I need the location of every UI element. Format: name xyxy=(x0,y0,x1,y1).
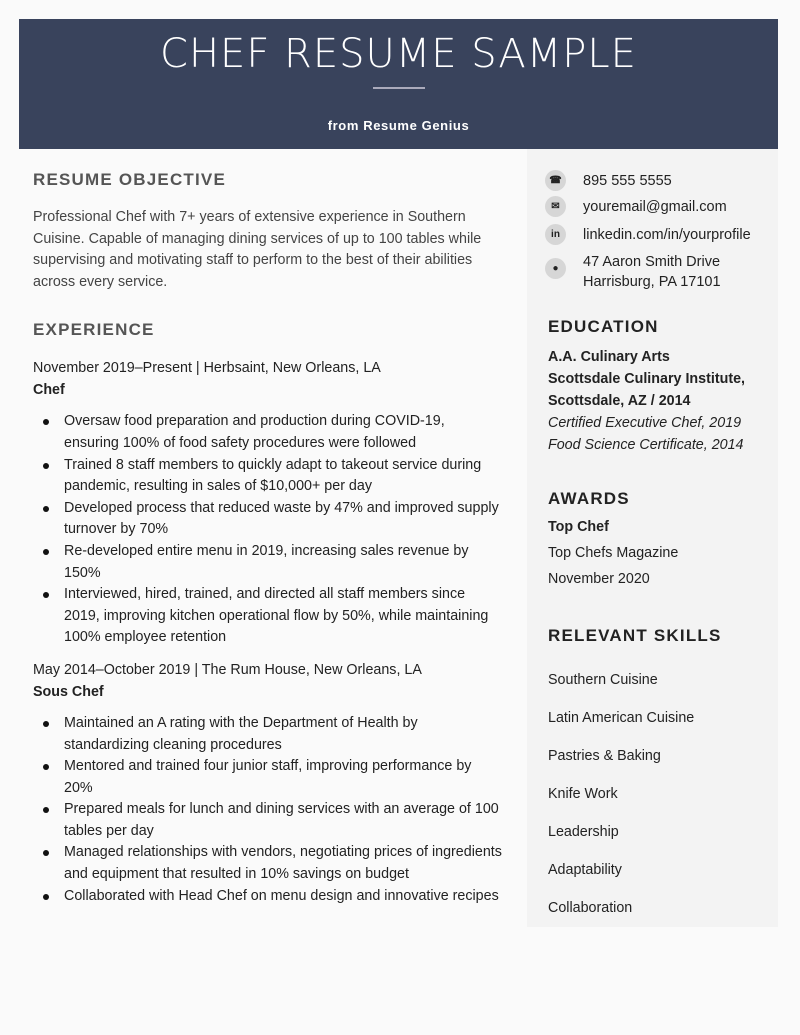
job-meta: May 2014–October 2019 | The Rum House, New Orleans, LA xyxy=(33,661,422,678)
contact-address: ● 47 Aaron Smith Drive Harrisburg, PA 17101 xyxy=(545,252,721,292)
skill-item: Latin American Cuisine xyxy=(548,710,695,726)
linkedin-icon: in xyxy=(545,224,566,245)
skill-item: Adaptability xyxy=(548,862,622,878)
bullet-item: Trained 8 staff members to quickly adapt to takeout service during pandemic, resulting in sales of $10,000+ per day xyxy=(64,455,503,498)
skills-heading: RELEVANT SKILLS xyxy=(548,626,722,645)
skill-item: Knife Work xyxy=(548,786,618,802)
bullet-item: Interviewed, hired, trained, and directed all staff members since 2019, improving kitchen operational flow by 50%, while maintaining 100% employee retention xyxy=(64,584,503,649)
bullet-item: Maintained an A rating with the Department of Health by standardizing cleaning procedures xyxy=(64,713,503,756)
skills-list xyxy=(548,661,773,927)
job-role: Sous Chef xyxy=(33,683,104,700)
email-icon: ✉ xyxy=(545,196,566,217)
awards-heading: AWARDS xyxy=(548,489,630,508)
bullet-item: Oversaw food preparation and production during COVID-19, ensuring 100% of food safety procedures were followed xyxy=(64,411,503,454)
experience-heading: EXPERIENCE xyxy=(33,320,155,340)
subtitle: from Resume Genius xyxy=(327,118,470,133)
objective-heading: RESUME OBJECTIVE xyxy=(33,170,227,189)
bullet-item: Prepared meals for lunch and dining services with an average of 100 tables per day xyxy=(64,799,503,842)
education-details: A.A. Culinary Arts Scottsdale Culinary Institute, Scottsdale, AZ / 2014 Certified Executive Chef, 2019 Food Science Certificate, 2014 xyxy=(548,349,746,453)
awards-details: Top Chef Top Chefs Magazine November 2020 xyxy=(548,519,679,587)
job-entry xyxy=(33,659,503,907)
bullet-item: Managed relationships with vendors, negotiating prices of ingredients and equipment that resulted in 10% savings on budget xyxy=(64,842,503,885)
main-column xyxy=(33,170,503,907)
job-bullets xyxy=(64,411,503,649)
job-role: Chef xyxy=(33,382,65,399)
bullet-item: Developed process that reduced waste by 47% and improved supply turnover by 70% xyxy=(64,498,503,541)
objective-text: Professional Chef with 7+ years of extensive experience in Southern Cuisine. Capable of managing dining services of up to 100 tables while supervising and motivating staff to perform to the best of their abilities across every service. xyxy=(33,209,482,290)
skill-item: Pastries & Baking xyxy=(548,748,661,764)
job-entry xyxy=(33,357,503,649)
contact-email[interactable]: ✉ youremail@gmail.com xyxy=(545,197,727,217)
contact-phone: ☎ 895 555 5555 xyxy=(545,171,672,191)
skill-item: Collaboration xyxy=(548,900,633,916)
skill-item: Southern Cuisine xyxy=(548,672,658,688)
job-bullets xyxy=(64,713,503,907)
skill-item: Leadership xyxy=(548,824,619,840)
job-meta: November 2019–Present | Herbsaint, New Orleans, LA xyxy=(33,360,381,377)
bullet-item: Mentored and trained four junior staff, improving performance by 20% xyxy=(64,756,503,799)
bullet-item: Collaborated with Head Chef on menu design and innovative recipes xyxy=(64,886,503,908)
phone-icon: ☎ xyxy=(545,170,566,191)
contact-linkedin[interactable]: in linkedin.com/in/yourprofile xyxy=(545,225,751,245)
education-heading: EDUCATION xyxy=(548,317,659,336)
title-divider xyxy=(373,87,425,89)
bullet-item: Re-developed entire menu in 2019, increasing sales revenue by 150% xyxy=(64,541,503,584)
location-pin-icon: ● xyxy=(545,258,566,279)
header-banner xyxy=(19,19,778,149)
page-title: CHEF RESUME SAMPLE xyxy=(160,31,637,77)
